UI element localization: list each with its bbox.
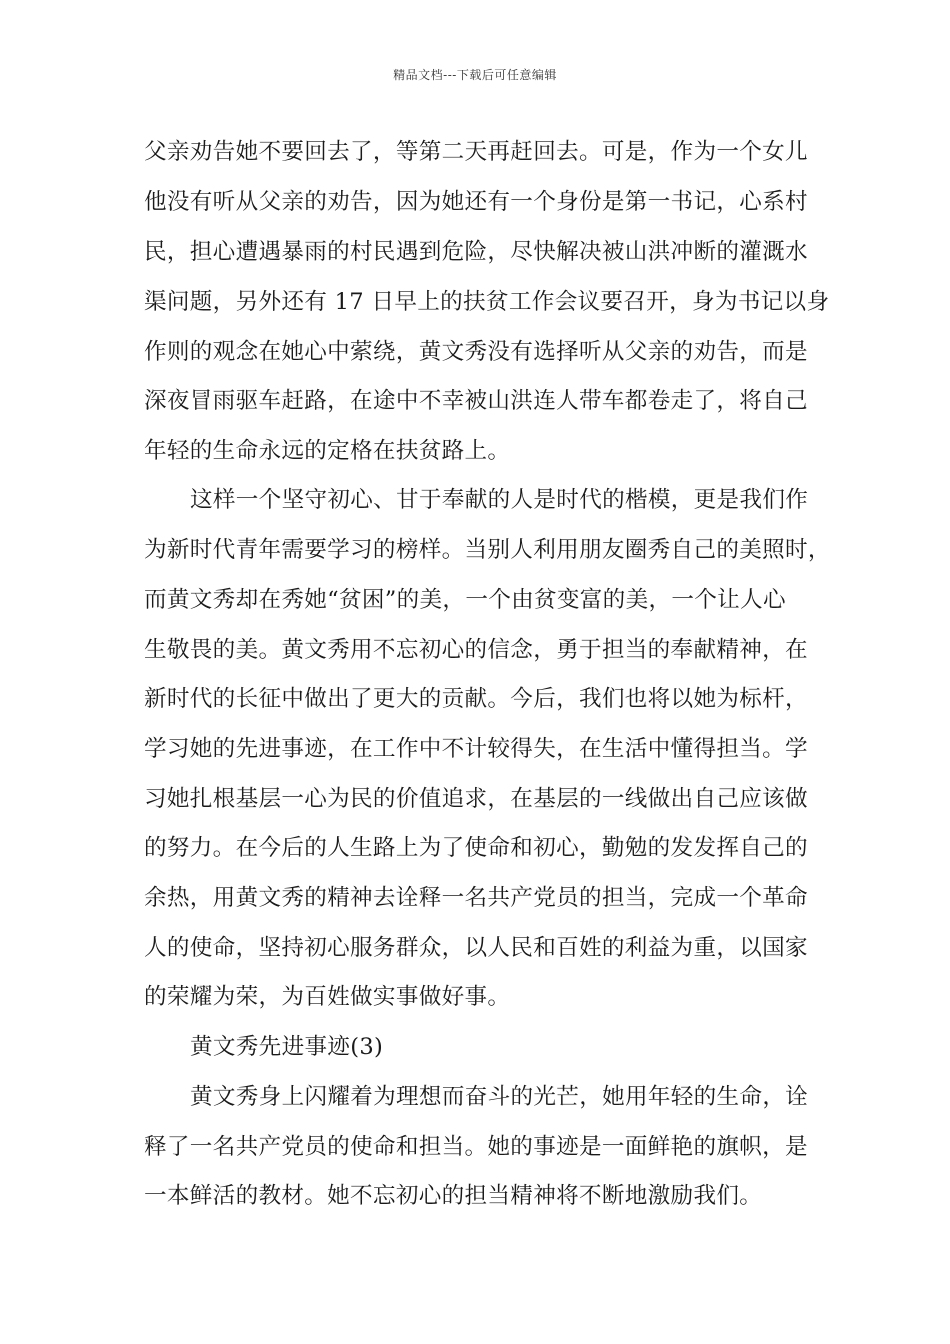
paragraph-line: 释了一名共产党员的使命和担当。她的事迹是一面鲜艳的旗帜，是 (144, 1134, 808, 1160)
paragraph-line: 的努力。在今后的人生路上为了使命和初心，勤勉的发发挥自己的 (144, 835, 808, 861)
paragraph-line: 黄文秀身上闪耀着为理想而奋斗的光芒，她用年轻的生命，诠 (190, 1084, 809, 1110)
paragraph-line: 父亲劝告她不要回去了，等第二天再赶回去。可是，作为一个女儿 (144, 139, 808, 165)
section-heading: 黄文秀先进事迹(3) (190, 1034, 384, 1060)
paragraph-line: 新时代的长征中做出了更大的贡献。今后，我们也将以她为标杆， (144, 686, 808, 712)
paragraph-line: 的荣耀为荣，为百姓做实事做好事。 (144, 984, 511, 1010)
page-header: 精品文档---下载后可任意编辑 (393, 68, 557, 82)
paragraph-line: 学习她的先进事迹，在工作中不计较得失，在生活中懂得担当。学 (144, 736, 808, 762)
paragraph-line: 而黄文秀却在秀她“贫困”的美，一个由贫变富的美，一个让人心 (144, 587, 786, 613)
paragraph-line: 这样一个坚守初心、甘于奉献的人是时代的楷模，更是我们作 (190, 487, 809, 513)
paragraph-line: 年轻的生命永远的定格在扶贫路上。 (144, 438, 511, 464)
paragraph-line: 习她扎根基层一心为民的价值追求，在基层的一线做出自己应该做 (144, 786, 808, 812)
paragraph-line: 作则的观念在她心中萦绕，黄文秀没有选择听从父亲的劝告，而是 (144, 339, 808, 365)
paragraph-line: 深夜冒雨驱车赶路，在途中不幸被山洪连人带车都卷走了，将自己 (144, 388, 808, 414)
paragraph-line: 渠问题，另外还有 17 日早上的扶贫工作会议要召开，身为书记以身 (144, 289, 830, 315)
paragraph-line: 生敬畏的美。黄文秀用不忘初心的信念，勇于担当的奉献精神，在 (144, 637, 808, 663)
paragraph-line: 人的使命，坚持初心服务群众，以人民和百姓的利益为重，以国家 (144, 935, 808, 961)
paragraph-line: 余热，用黄文秀的精神去诠释一名共产党员的担当，完成一个革命 (144, 885, 808, 911)
paragraph-line: 他没有听从父亲的劝告，因为她还有一个身份是第一书记，心系村 (144, 189, 808, 215)
paragraph-line: 民，担心遭遇暴雨的村民遇到危险，尽快解决被山洪冲断的灌溉水 (144, 239, 808, 265)
paragraph-line: 一本鲜活的教材。她不忘初心的担当精神将不断地激励我们。 (144, 1183, 763, 1209)
paragraph-line: 为新时代青年需要学习的榜样。当别人利用朋友圈秀自己的美照时， (144, 537, 831, 563)
